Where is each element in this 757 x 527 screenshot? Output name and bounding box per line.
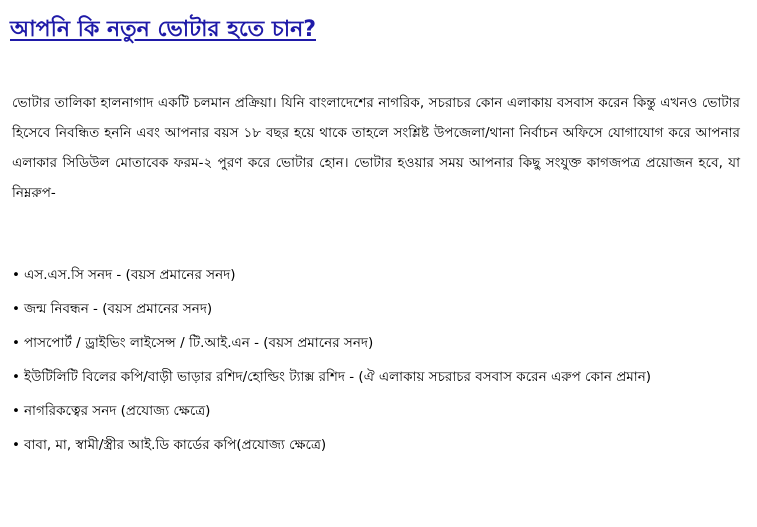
bullet: •	[12, 267, 20, 283]
bullet: •	[12, 301, 20, 317]
page-title: আপনি কি নতুন ভোটার হতে চান?	[10, 17, 316, 42]
required-documents-list	[12, 260, 747, 464]
document-item-passport: পাসপোর্ট / ড্রাইভিং লাইসেন্স / টি.আই.এন - (বয়স প্রমানের সনদ)	[24, 335, 374, 351]
bullet: •	[12, 437, 20, 453]
document-item-citizenship: নাগরিকত্বের সনদ (প্রযোজ্য ক্ষেত্রে)	[24, 403, 211, 419]
document-item-utility-bill: ইউটিলিটি বিলের কপি/বাড়ী ভাড়ার রশিদ/হোল্ডিং ট্যাক্স রশিদ - (ঐ এলাকায় সচরাচর বসবাস করেন এরুপ কোন প্রমান)	[24, 369, 652, 385]
document-item-ssc: এস.এস.সি সনদ - (বয়স প্রমানের সনদ)	[24, 267, 236, 283]
document-item-birth-registration: জন্ম নিবন্ধন - (বয়স প্রমানের সনদ)	[24, 301, 213, 317]
list-item	[12, 328, 747, 358]
bullet: •	[12, 335, 20, 351]
list-item	[12, 396, 747, 426]
list-item	[12, 294, 747, 324]
bullet: •	[12, 369, 20, 385]
list-item	[12, 260, 747, 290]
intro-paragraph: ভোটার তালিকা হালনাগাদ একটি চলমান প্রক্রিয়া। যিনি বাংলাদেশের নাগরিক, সচরাচর কোন এলাকায় বসবাস করেন কিন্তু এখনও ভোটার হিসেবে নিবন্ধিত হননি এবং আপনার বয়স ১৮ বছর হয়ে থাকে তাহলে সংশ্লিষ্ট উপজেলা/থানা নির্বাচন অফিসে যোগাযোগ করে আপনার এলাকার সিডিউল মোতাবেক ফরম-২ পুরণ করে ভোটার হোন। ভোটার হওয়ার সময় আপনার কিছু সংযুক্ত কাগজপত্র প্রয়োজন হবে, যা নিম্নরুপ-	[12, 95, 740, 201]
document-item-parent-id: বাবা, মা, স্বামী/স্ত্রীর আই.ডি কার্ডের কপি(প্রযোজ্য ক্ষেত্রে)	[24, 437, 327, 453]
list-item	[12, 430, 747, 460]
bullet: •	[12, 403, 20, 419]
list-item	[12, 362, 747, 392]
